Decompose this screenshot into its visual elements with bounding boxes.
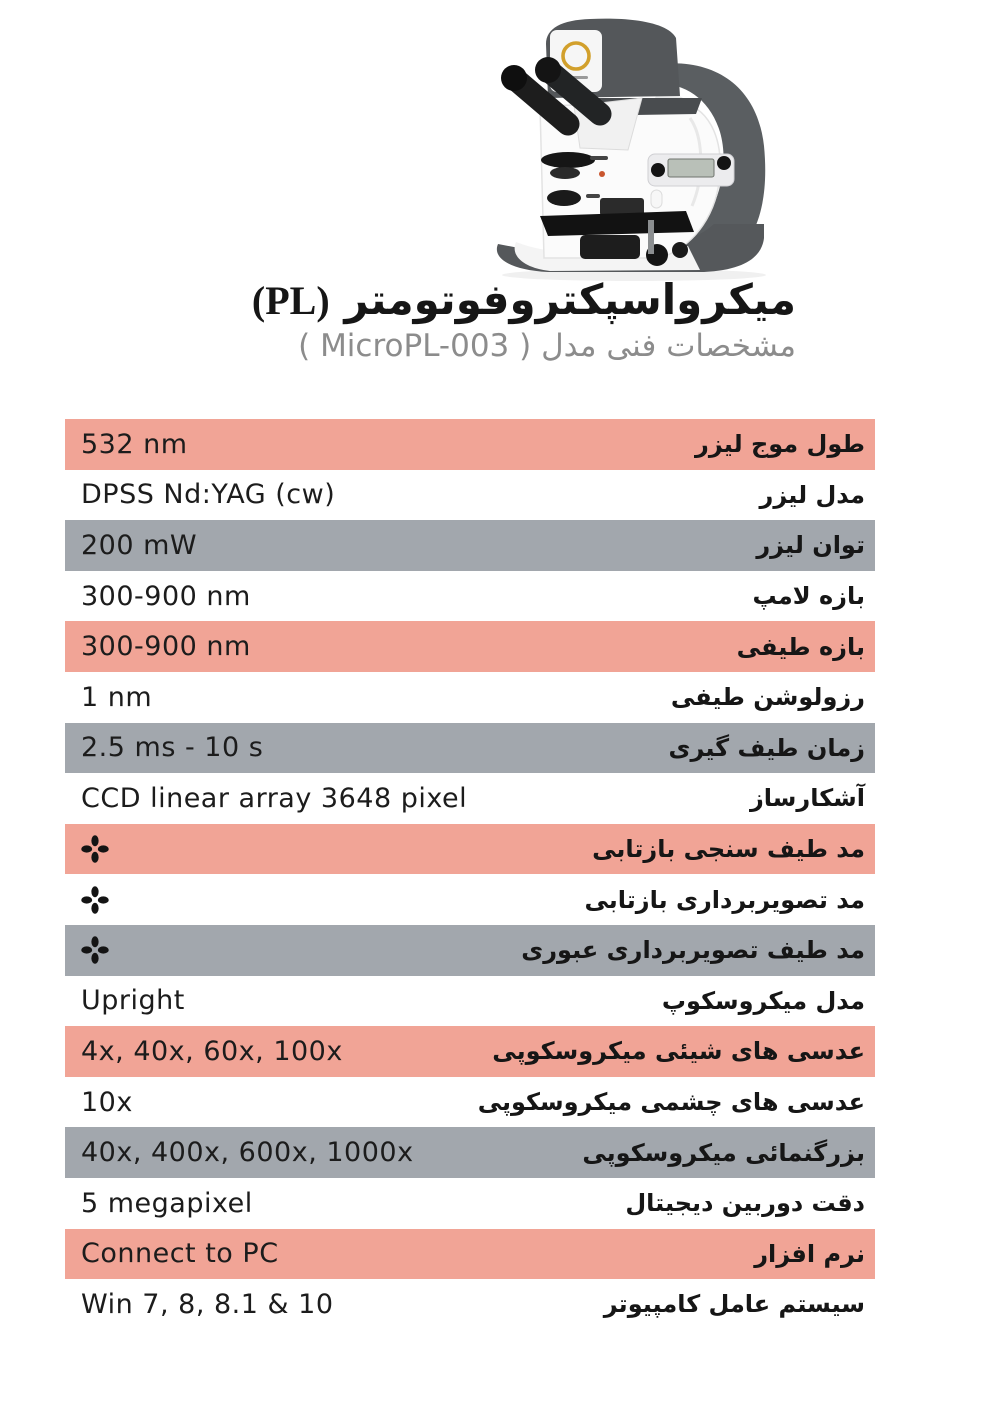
spec-value: Upright — [81, 985, 185, 1017]
spec-label: بازه طیفی — [736, 632, 865, 661]
spec-label: عدسی های شیئی میکروسکوپی — [492, 1037, 865, 1066]
spec-value: Win 7, 8, 8.1 & 10 — [81, 1288, 334, 1320]
spec-value: 40x, 400x, 600x, 1000x — [81, 1137, 414, 1169]
page-subtitle: مشخصات فنی مدل ( MicroPL-003 ) — [298, 328, 796, 365]
microscope-illustration — [452, 8, 772, 284]
spec-row — [65, 520, 875, 571]
spec-label: سیستم عامل کامپیوتر — [603, 1290, 865, 1319]
spec-value: 4x, 40x, 60x, 100x — [81, 1035, 343, 1067]
spec-value: DPSS Nd:YAG (cw) — [81, 479, 336, 511]
spec-row — [65, 824, 875, 875]
title-block — [60, 276, 796, 365]
spec-label: طول موج لیزر — [695, 430, 865, 459]
spec-value: 300-900 nm — [81, 580, 251, 612]
spec-row — [65, 874, 875, 925]
spec-label: دقت دوربین دیجیتال — [625, 1189, 865, 1218]
spec-label: عدسی های چشمی میکروسکوپی — [477, 1088, 865, 1117]
spec-row — [65, 976, 875, 1027]
spec-label: مدل لیزر — [759, 480, 865, 509]
spec-row — [65, 925, 875, 976]
spec-row — [65, 1229, 875, 1280]
spec-row — [65, 773, 875, 824]
spec-row — [65, 1279, 875, 1330]
spec-row — [65, 419, 875, 470]
spec-label: مد طیف سنجی بازتابی — [592, 835, 865, 864]
spec-value: 2.5 ms - 10 s — [81, 732, 264, 764]
mode-check-icon — [81, 835, 109, 863]
page-title-latin: (PL) — [251, 278, 330, 323]
spec-value: 10x — [81, 1086, 133, 1118]
spec-value: 1 nm — [81, 681, 153, 713]
spec-label: آشکارساز — [749, 784, 865, 813]
spec-row — [65, 470, 875, 521]
spec-row — [65, 571, 875, 622]
spec-row — [65, 1178, 875, 1229]
spec-row — [65, 723, 875, 774]
spec-value: 5 megapixel — [81, 1187, 253, 1219]
spec-label: بازه لامپ — [752, 582, 865, 611]
spec-label: نرم افزار — [754, 1239, 865, 1268]
spec-label: توان لیزر — [756, 531, 865, 560]
spec-row — [65, 1127, 875, 1178]
page-title-farsi: میکرواسپکتروفوتومتر — [344, 275, 796, 324]
spec-label: مدل میکروسکوپ — [661, 986, 865, 1015]
spec-value: 532 nm — [81, 428, 188, 460]
spec-value: Connect to PC — [81, 1238, 279, 1270]
spec-row — [65, 621, 875, 672]
page-title — [60, 276, 796, 324]
spec-value: 200 mW — [81, 529, 198, 561]
spec-label: مد تصویربرداری بازتابی — [584, 885, 865, 914]
mode-check-icon — [81, 886, 109, 914]
spec-label: بزرگنمائی میکروسکوپی — [582, 1138, 865, 1167]
spec-row — [65, 1077, 875, 1128]
mode-check-icon — [81, 936, 109, 964]
spec-label: مد طیف تصویربرداری عبوری — [521, 936, 865, 965]
spec-value: CCD linear array 3648 pixel — [81, 782, 468, 814]
spec-row — [65, 1026, 875, 1077]
spec-row — [65, 672, 875, 723]
spec-label: رزولوشن طیفی — [670, 683, 865, 712]
spec-label: زمان طیف گیری — [668, 733, 865, 762]
spec-value: 300-900 nm — [81, 631, 251, 663]
spec-table — [65, 419, 875, 1330]
